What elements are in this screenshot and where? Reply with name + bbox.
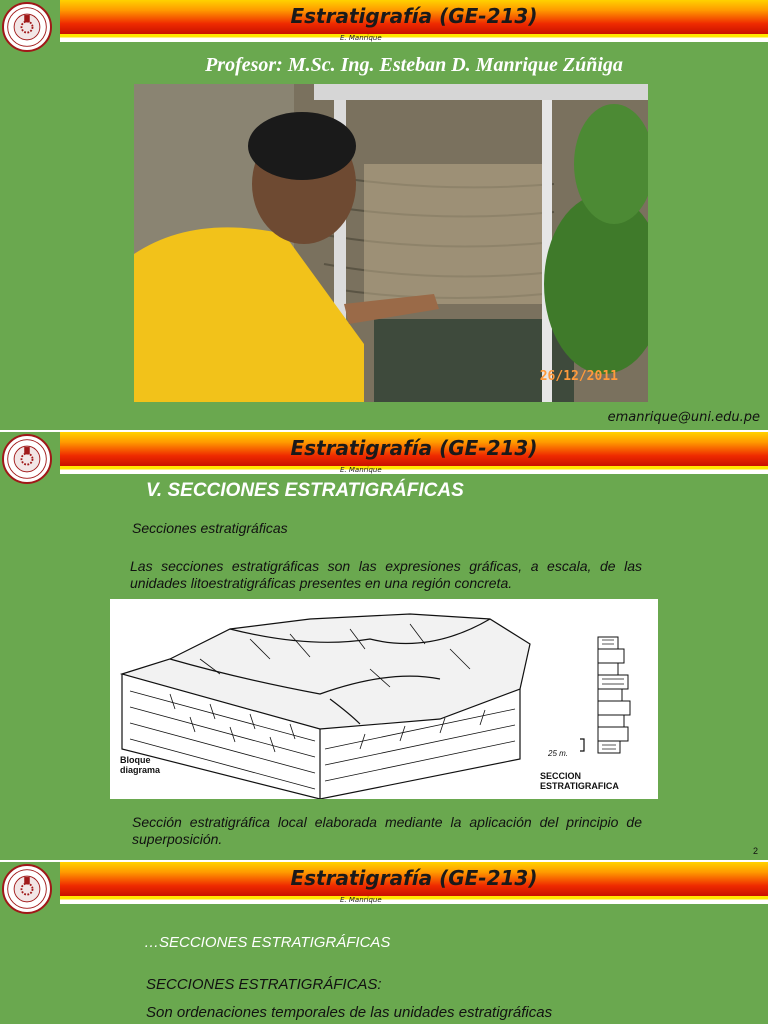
slide-2 <box>0 432 768 860</box>
block-diagram-label-line2: diagrama <box>120 765 161 775</box>
course-title: Estratigrafía (GE-213) <box>290 866 538 890</box>
field-photo <box>134 84 648 402</box>
author-label: E. Manrique <box>340 896 382 904</box>
header-stripe <box>60 34 768 42</box>
section-title: V. SECCIONES ESTRATIGRÁFICAS <box>146 480 464 501</box>
continued-heading: …SECCIONES ESTRATIGRÁFICAS <box>144 934 391 951</box>
header-stripe <box>60 896 768 904</box>
block-diagram-label-line1: Bloque <box>120 755 151 765</box>
block-diagram-figure <box>110 599 658 799</box>
definition-paragraph: Las secciones estratigráficas son las expresiones gráficas, a escala, de las unidades litoestratigráficas presentes en una región concreta. <box>130 558 642 591</box>
professor-name: Profesor: M.Sc. Ing. Esteban D. Manrique Zúñiga <box>205 54 623 76</box>
page-number: 2 <box>752 846 758 856</box>
scale-label: 25 m. <box>548 749 569 758</box>
block-diagram-label <box>120 755 160 775</box>
university-seal-icon <box>2 2 52 52</box>
header-stripe <box>60 466 768 474</box>
author-label: E. Manrique <box>340 466 382 474</box>
course-title: Estratigrafía (GE-213) <box>290 436 538 460</box>
slide-header <box>0 0 768 44</box>
section-label <box>540 771 619 791</box>
university-seal-icon <box>2 434 52 484</box>
slide-header <box>0 432 768 476</box>
contact-email[interactable]: emanrique@uni.edu.pe <box>607 410 760 425</box>
university-seal-icon <box>2 864 52 914</box>
slide-1 <box>0 0 768 430</box>
author-label: E. Manrique <box>340 34 382 42</box>
photo-date-stamp: 26/12/2011 <box>539 369 618 384</box>
figure-caption: Sección estratigráfica local elaborada mediante la aplicación del principio de superposición. <box>132 814 642 847</box>
subtitle: Secciones estratigráficas <box>132 520 288 536</box>
course-title: Estratigrafía (GE-213) <box>290 4 538 28</box>
section-label-line1: SECCION <box>540 771 582 781</box>
slide-header <box>0 862 768 906</box>
section-label-line2: ESTRATIGRAFICA <box>540 781 619 791</box>
subheading: SECCIONES ESTRATIGRÁFICAS: <box>146 976 382 993</box>
definition-text: Son ordenaciones temporales de las unidades estratigráficas <box>146 1004 553 1021</box>
slide-3 <box>0 862 768 1024</box>
